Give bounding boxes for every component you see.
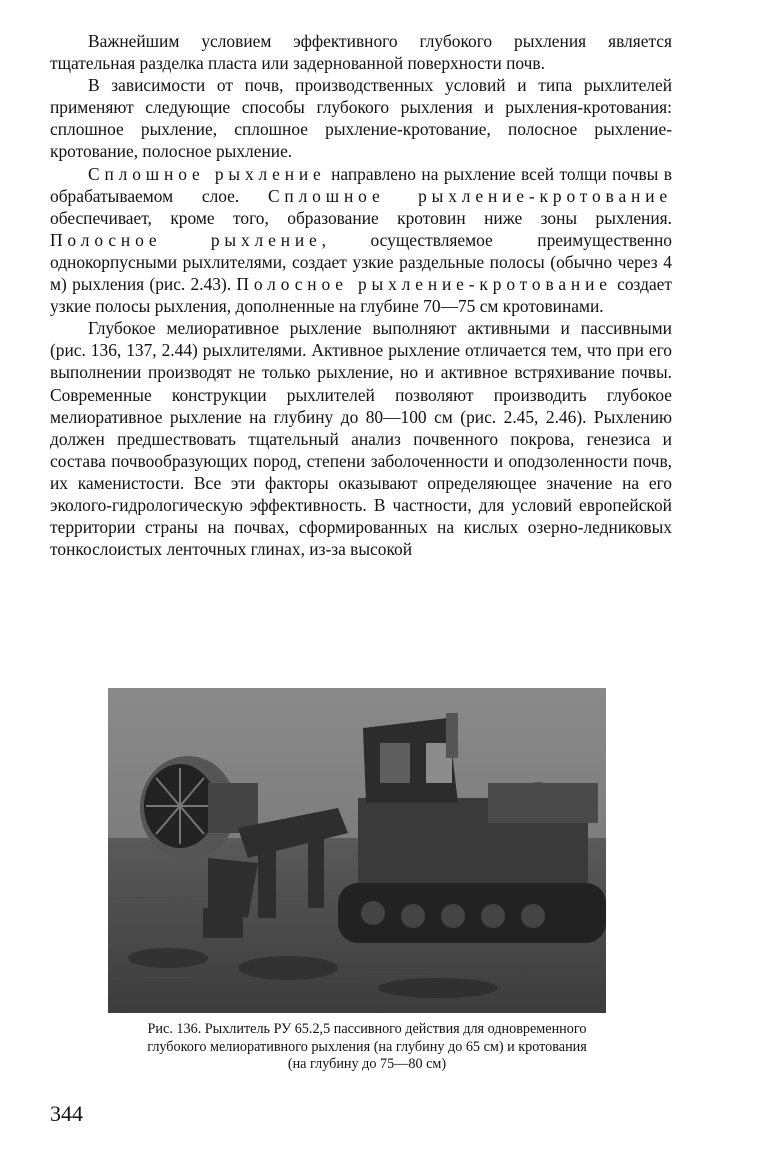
- paragraph: [50, 74, 672, 162]
- text-run: Глубокое мелиоративное рыхление выполняют активными и пассивными (рис. 136, 137, 2.44) рыхлителями. Активное рыхление отличается тем, что при его выполнении производят не только рыхление, но и активное встряхивание почвы. Современные конструкции рыхлителей позволяют производить глубокое мелиоративное рыхление на глубину до 80—100 см (рис. 2.45, 2.46). Рыхлению должен предшествовать тщательный анализ почвенного покрова, генезиса и состава почвообразующих пород, степени заболоченности и оподзоленности почв, их каменистости. Все эти факторы оказывают определяющее значение на его эколого-гидрологическую эффективность. В частности, для условий европейской территории страны на почвах, сформированных на кислых озерно-ледниковых тонкослоистых ленточных глинах, из-за высокой: [50, 318, 672, 560]
- body-text: [50, 30, 672, 560]
- text-run: Важнейшим условием эффективного глубокого рыхления является тщательная разделка пласта или задернованной поверхности почв.: [50, 31, 672, 74]
- tractor-ripper-photo: [108, 688, 606, 1013]
- text-run: создает узкие полосы рыхления, дополненные на глубине 70—75 см кротовинами.: [50, 274, 672, 317]
- caption-line: (на глубину до 75—80 см): [287, 1056, 447, 1072]
- caption-line: Рис. 136. Рыхлитель РУ 65.2,5 пассивного действия для одновременного: [147, 1021, 587, 1037]
- figure-caption: [62, 1021, 672, 1074]
- page-number: 344: [50, 1101, 83, 1126]
- figure-photo: [108, 688, 606, 1013]
- text-run: направлено на рыхление всей толщи почвы в обрабатываемом слое.: [50, 163, 672, 206]
- tracks: [338, 883, 606, 943]
- caption-line: глубокого мелиоративного рыхления (на глубину до 65 см) и кротования: [147, 1038, 587, 1055]
- paragraph: [50, 30, 672, 74]
- paragraph: [50, 163, 672, 318]
- spaced-term: Полосное рыхление: [50, 229, 322, 250]
- spaced-term: Сплошное рыхление-кротование: [267, 185, 672, 206]
- spaced-term: Полосное рыхление-кротование: [236, 274, 612, 295]
- paragraph: [50, 317, 672, 560]
- text-run: В зависимости от почв, производственных условий и типа рыхлителей применяют следующие способы глубокого рыхления и рыхления-кротования: сплошное рыхление, сплошное рыхление-кротование, полосное рыхление-кротование, полосное рыхление.: [50, 75, 672, 162]
- text-run: , осуществляемое преимущественно однокорпусными рыхлителями, создает узкие раздельные полосы (обычно через 4 м) рыхления (рис. 2.43).: [50, 229, 672, 295]
- spaced-term: Сплошное рыхление: [88, 163, 326, 184]
- text-run: обеспечивает, кроме того, образование кротовин ниже зоны рыхления.: [50, 207, 672, 228]
